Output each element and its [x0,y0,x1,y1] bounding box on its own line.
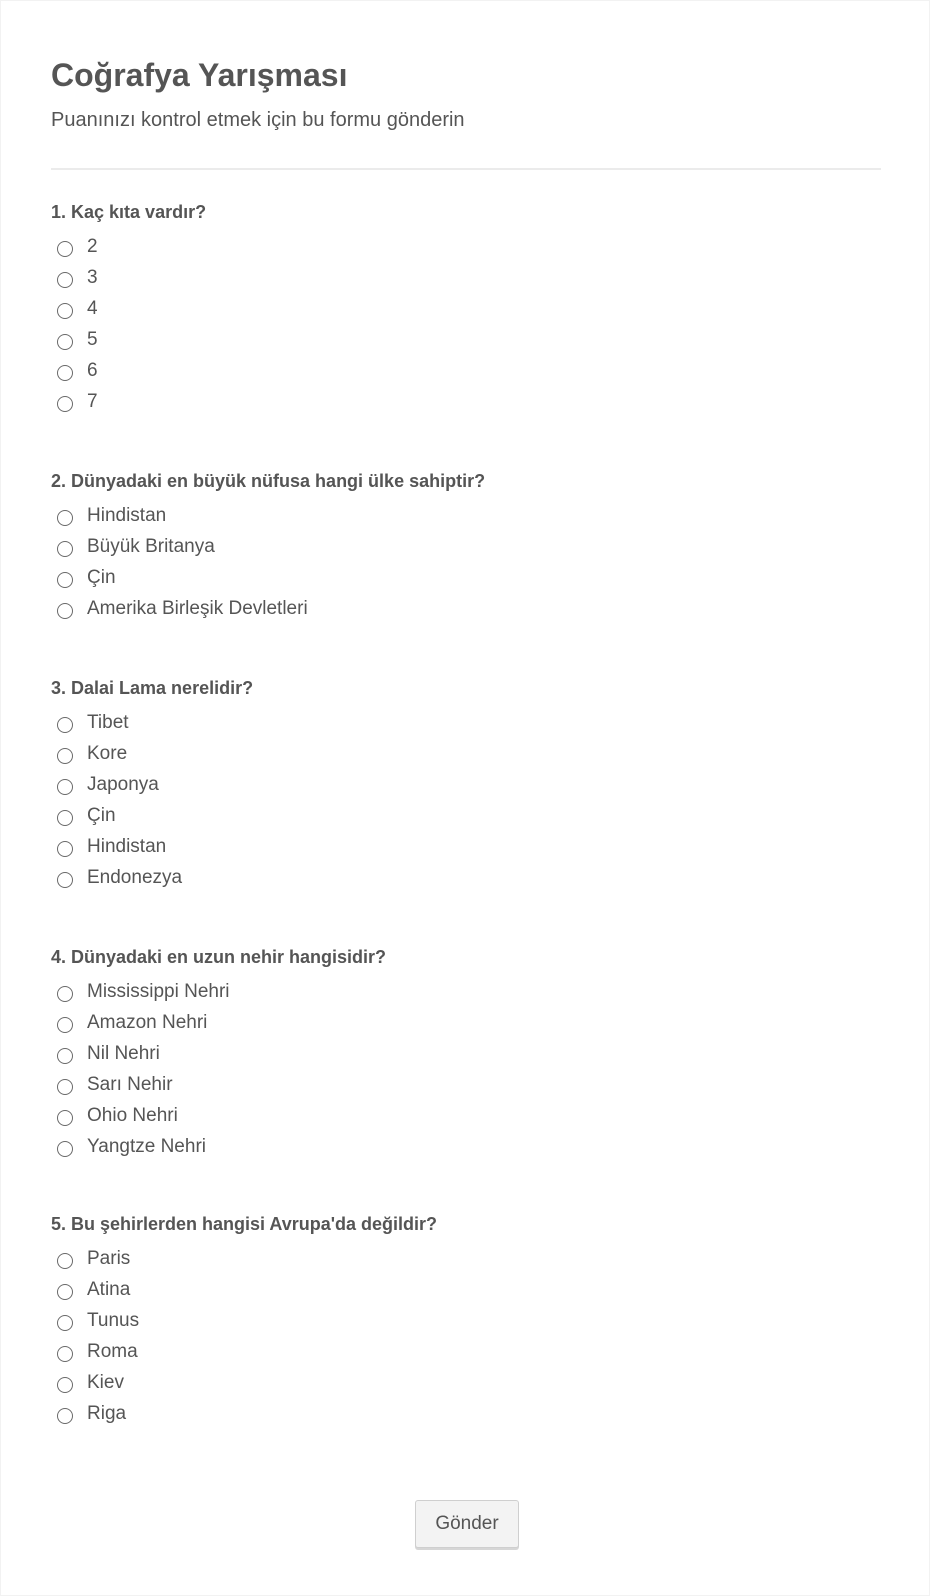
question-1 [51,201,206,417]
option-label: 5 [87,328,98,350]
radio-button[interactable] [57,1377,73,1393]
radio-button[interactable] [57,1253,73,1269]
option-label: Nil Nehri [87,1042,160,1064]
option-label: Hindistan [87,504,167,526]
radio-button[interactable] [57,603,73,619]
submit-button[interactable]: Gönder [415,1500,519,1548]
option-q2-1[interactable] [51,500,485,531]
radio-button[interactable] [57,1017,73,1033]
option-label: Tibet [87,711,129,733]
page-title: Coğrafya Yarışması [51,57,348,93]
option-q3-3[interactable] [51,769,253,800]
option-q5-5[interactable] [51,1367,437,1398]
radio-button[interactable] [57,779,73,795]
option-q4-4[interactable] [51,1069,386,1100]
option-label: Amazon Nehri [87,1011,208,1033]
question-2 [51,470,485,624]
option-label: 3 [87,266,98,288]
option-q5-1[interactable] [51,1243,437,1274]
option-q4-3[interactable] [51,1038,386,1069]
option-label: Yangtze Nehri [87,1135,206,1157]
option-label: Amerika Birleşik Devletleri [87,597,308,619]
option-q4-2[interactable] [51,1007,386,1038]
option-q3-6[interactable] [51,862,253,893]
option-q5-6[interactable] [51,1398,437,1429]
option-q1-5[interactable] [51,355,206,386]
option-q1-2[interactable] [51,262,206,293]
option-label: Atina [87,1278,131,1300]
form-header [51,53,879,133]
option-q3-2[interactable] [51,738,253,769]
radio-button[interactable] [57,396,73,412]
option-label: Paris [87,1247,131,1269]
question-label: 3. Dalai Lama nerelidir? [51,678,254,698]
radio-button[interactable] [57,872,73,888]
radio-button[interactable] [57,1048,73,1064]
radio-button[interactable] [57,365,73,381]
radio-button[interactable] [57,334,73,350]
radio-button[interactable] [57,272,73,288]
radio-button[interactable] [57,541,73,557]
option-label: 4 [87,297,98,319]
question-4 [51,946,386,1162]
option-q3-4[interactable] [51,800,253,831]
option-q5-3[interactable] [51,1305,437,1336]
option-q2-3[interactable] [51,562,485,593]
radio-button[interactable] [57,841,73,857]
question-3 [51,677,253,893]
option-label: Çin [87,566,116,588]
option-label: Hindistan [87,835,167,857]
radio-button[interactable] [57,303,73,319]
question-label: 4. Dünyadaki en uzun nehir hangisidir? [51,947,387,967]
option-q2-2[interactable] [51,531,485,562]
option-label: Tunus [87,1309,140,1331]
option-q1-3[interactable] [51,293,206,324]
radio-button[interactable] [57,1315,73,1331]
option-q3-5[interactable] [51,831,253,862]
radio-button[interactable] [57,1079,73,1095]
option-label: Büyük Britanya [87,535,215,557]
radio-button[interactable] [57,1284,73,1300]
header-divider [51,168,881,170]
radio-button[interactable] [57,748,73,764]
radio-button[interactable] [57,241,73,257]
question-label: 2. Dünyadaki en büyük nüfusa hangi ülke sahiptir? [51,471,486,491]
option-label: Ohio Nehri [87,1104,178,1126]
radio-button[interactable] [57,717,73,733]
option-q4-6[interactable] [51,1131,386,1162]
option-label: 2 [87,235,98,257]
option-q5-4[interactable] [51,1336,437,1367]
option-label: Endonezya [87,866,183,888]
radio-button[interactable] [57,1408,73,1424]
question-label: 5. Bu şehirlerden hangisi Avrupa'da değildir? [51,1214,438,1234]
page-subtitle: Puanınızı kontrol etmek için bu formu gönderin [51,109,465,131]
option-q5-2[interactable] [51,1274,437,1305]
option-label: 6 [87,359,98,381]
option-q4-1[interactable] [51,976,386,1007]
option-label: Riga [87,1402,127,1424]
radio-button[interactable] [57,572,73,588]
option-label: Kiev [87,1371,124,1393]
option-label: Çin [87,804,116,826]
option-q1-6[interactable] [51,386,206,417]
radio-button[interactable] [57,810,73,826]
option-label: 7 [87,390,98,412]
radio-button[interactable] [57,986,73,1002]
option-label: Mississippi Nehri [87,980,230,1002]
question-label: 1. Kaç kıta vardır? [51,202,207,222]
option-label: Japonya [87,773,159,795]
option-q4-5[interactable] [51,1100,386,1131]
option-label: Sarı Nehir [87,1073,173,1095]
option-label: Kore [87,742,128,764]
option-q2-4[interactable] [51,593,485,624]
radio-button[interactable] [57,510,73,526]
option-q3-1[interactable] [51,707,253,738]
question-5 [51,1213,437,1429]
option-label: Roma [87,1340,138,1362]
radio-button[interactable] [57,1110,73,1126]
option-q1-4[interactable] [51,324,206,355]
radio-button[interactable] [57,1141,73,1157]
option-q1-1[interactable] [51,231,206,262]
radio-button[interactable] [57,1346,73,1362]
